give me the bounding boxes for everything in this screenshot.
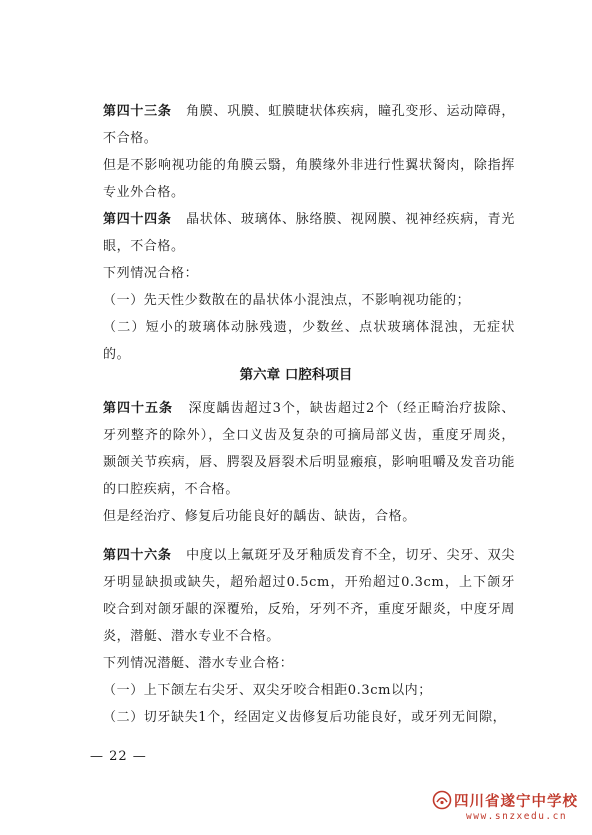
article-44-ok-intro: 下列情况合格： — [103, 266, 199, 281]
article-text: 中度以上氟斑牙及牙釉质发育不全，切牙、尖牙、双尖牙明显缺损或缺失，超殆超过0.5cm，开殆超过0.3cm，上下颌牙咬合到对颌牙龈的深覆殆，反殆，牙列不齐，重度牙龈炎，中度牙周炎，潜艇、潜水专业不合格。 — [103, 548, 515, 644]
watermark-title: 四川省遂宁中学校 — [454, 794, 578, 810]
list-item: （二）短小的玻璃体动脉残遗，少数丝、点状玻璃体混浊，无症状的。 — [103, 320, 515, 362]
article-text: 深度龋齿超过3个，缺齿超过2个（经正畸治疗拔除、牙列整齐的除外），全口义齿及复杂的可摘局部义齿，重度牙周炎，颞颌关节疾病，唇、腭裂及唇裂术后明显瘢痕，影响咀嚼及发音功能的口腔疾病，不合格。 — [103, 401, 515, 497]
list-item: （二）切牙缺失1个，经固定义齿修复后功能良好，或牙列无间隙， — [103, 710, 507, 725]
watermark-url: www.snzxedu.cn — [466, 811, 568, 822]
article-45 — [103, 395, 515, 503]
article-text: 角膜、巩膜、虹膜睫状体疾病，瞳孔变形、运动障碍，不合格。 — [103, 104, 515, 146]
article-43 — [103, 98, 515, 152]
article-44 — [103, 206, 515, 260]
article-label: 第四十五条 — [103, 401, 174, 416]
article-43-exception: 但是不影响视功能的角膜云翳，角膜缘外非进行性翼状胬肉，除指挥专业外合格。 — [103, 158, 515, 200]
page-number: — 22 — — [90, 749, 147, 764]
article-label: 第四十三条 — [103, 104, 172, 119]
article-label: 第四十四条 — [103, 212, 172, 227]
article-46-ok-intro: 下列情况潜艇、潜水专业合格： — [103, 656, 294, 671]
list-item: （一）上下颌左右尖牙、双尖牙咬合相距0.3cm以内； — [103, 683, 432, 698]
article-label: 第四十六条 — [103, 548, 172, 563]
chapter-title: 第六章 口腔科项目 — [239, 367, 353, 383]
article-46 — [103, 542, 515, 650]
school-logo-icon — [432, 790, 452, 810]
list-item: （一）先天性少数散在的晶状体小混浊点，不影响视功能的； — [103, 293, 471, 308]
article-45-exception: 但是经治疗、修复后功能良好的龋齿、缺齿，合格。 — [103, 509, 416, 524]
watermark — [432, 786, 582, 830]
article-text: 晶状体、玻璃体、脉络膜、视网膜、视神经疾病，青光眼，不合格。 — [103, 212, 515, 254]
